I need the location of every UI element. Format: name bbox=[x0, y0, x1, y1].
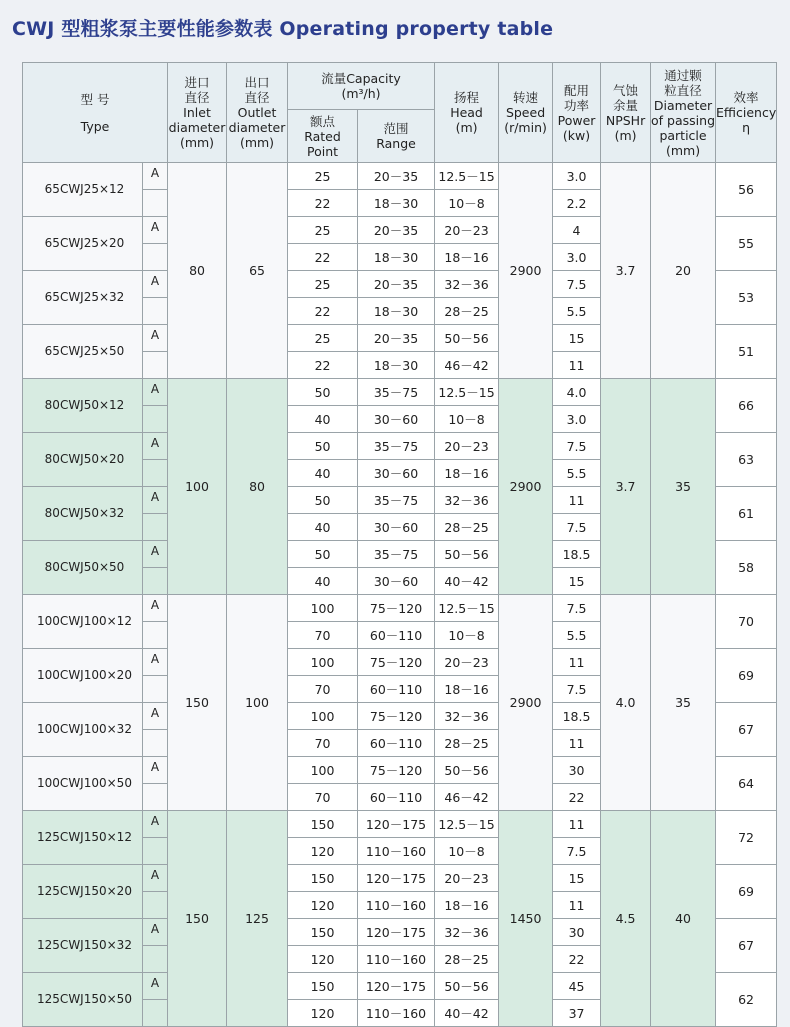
efficiency: 62 bbox=[716, 973, 777, 1027]
power: 11 bbox=[553, 487, 601, 514]
model-name: 100CWJ100×12 bbox=[23, 595, 143, 649]
power: 5.5 bbox=[553, 460, 601, 487]
npsh: 4.5 bbox=[601, 811, 651, 1027]
model-variant: A bbox=[143, 271, 168, 298]
model-name: 65CWJ25×20 bbox=[23, 217, 143, 271]
capacity-range: 75－120 bbox=[358, 703, 435, 730]
power: 11 bbox=[553, 730, 601, 757]
particle-diameter: 35 bbox=[651, 379, 716, 595]
power: 7.5 bbox=[553, 514, 601, 541]
head: 28－25 bbox=[435, 514, 499, 541]
capacity-range: 110－160 bbox=[358, 1000, 435, 1027]
header-type: 型 号 Type bbox=[23, 63, 168, 163]
model-variant-empty bbox=[143, 568, 168, 595]
power: 5.5 bbox=[553, 298, 601, 325]
power: 5.5 bbox=[553, 622, 601, 649]
table-row bbox=[23, 811, 777, 838]
power: 11 bbox=[553, 892, 601, 919]
rated-point: 50 bbox=[288, 433, 358, 460]
capacity-range: 20－35 bbox=[358, 163, 435, 190]
rated-point: 50 bbox=[288, 379, 358, 406]
efficiency: 67 bbox=[716, 919, 777, 973]
speed: 1450 bbox=[499, 811, 553, 1027]
npsh: 4.0 bbox=[601, 595, 651, 811]
capacity-range: 35－75 bbox=[358, 541, 435, 568]
inlet-diameter: 150 bbox=[168, 811, 227, 1027]
header-npsh: 气蚀 余量 NPSHr (m) bbox=[601, 63, 651, 163]
header-range: 范围 Range bbox=[358, 110, 435, 163]
header-capacity: 流量Capacity (m³/h) bbox=[288, 63, 435, 110]
head: 18－16 bbox=[435, 460, 499, 487]
capacity-range: 30－60 bbox=[358, 514, 435, 541]
npsh: 3.7 bbox=[601, 379, 651, 595]
rated-point: 22 bbox=[288, 190, 358, 217]
power: 18.5 bbox=[553, 703, 601, 730]
header-power: 配用 功率 Power (kw) bbox=[553, 63, 601, 163]
capacity-range: 18－30 bbox=[358, 352, 435, 379]
head: 10－8 bbox=[435, 406, 499, 433]
head: 32－36 bbox=[435, 271, 499, 298]
particle-diameter: 40 bbox=[651, 811, 716, 1027]
model-name: 65CWJ25×12 bbox=[23, 163, 143, 217]
rated-point: 120 bbox=[288, 1000, 358, 1027]
inlet-diameter: 150 bbox=[168, 595, 227, 811]
capacity-range: 75－120 bbox=[358, 649, 435, 676]
capacity-range: 60－110 bbox=[358, 676, 435, 703]
model-variant: A bbox=[143, 379, 168, 406]
efficiency: 58 bbox=[716, 541, 777, 595]
power: 15 bbox=[553, 568, 601, 595]
head: 18－16 bbox=[435, 244, 499, 271]
capacity-range: 110－160 bbox=[358, 838, 435, 865]
capacity-range: 75－120 bbox=[358, 595, 435, 622]
model-variant-empty bbox=[143, 298, 168, 325]
rated-point: 40 bbox=[288, 460, 358, 487]
capacity-range: 20－35 bbox=[358, 217, 435, 244]
rated-point: 150 bbox=[288, 919, 358, 946]
efficiency: 64 bbox=[716, 757, 777, 811]
power: 7.5 bbox=[553, 433, 601, 460]
model-variant-empty bbox=[143, 244, 168, 271]
rated-point: 22 bbox=[288, 298, 358, 325]
power: 7.5 bbox=[553, 838, 601, 865]
efficiency: 51 bbox=[716, 325, 777, 379]
head: 50－56 bbox=[435, 757, 499, 784]
model-variant: A bbox=[143, 811, 168, 838]
head: 20－23 bbox=[435, 865, 499, 892]
capacity-range: 30－60 bbox=[358, 406, 435, 433]
efficiency: 53 bbox=[716, 271, 777, 325]
model-variant: A bbox=[143, 919, 168, 946]
model-variant: A bbox=[143, 325, 168, 352]
rated-point: 25 bbox=[288, 163, 358, 190]
model-variant-empty bbox=[143, 460, 168, 487]
model-name: 125CWJ150×32 bbox=[23, 919, 143, 973]
power: 22 bbox=[553, 784, 601, 811]
head: 20－23 bbox=[435, 433, 499, 460]
property-table bbox=[22, 62, 777, 1027]
head: 20－23 bbox=[435, 217, 499, 244]
model-name: 125CWJ150×12 bbox=[23, 811, 143, 865]
model-name: 65CWJ25×50 bbox=[23, 325, 143, 379]
power: 37 bbox=[553, 1000, 601, 1027]
capacity-range: 35－75 bbox=[358, 487, 435, 514]
head: 32－36 bbox=[435, 919, 499, 946]
efficiency: 72 bbox=[716, 811, 777, 865]
power: 11 bbox=[553, 352, 601, 379]
header-particle: 通过颗 粒直径 Diameter of passing particle (mm) bbox=[651, 63, 716, 163]
efficiency: 66 bbox=[716, 379, 777, 433]
model-variant: A bbox=[143, 595, 168, 622]
capacity-range: 120－175 bbox=[358, 811, 435, 838]
efficiency: 63 bbox=[716, 433, 777, 487]
header-speed: 转速 Speed (r/min) bbox=[499, 63, 553, 163]
rated-point: 120 bbox=[288, 946, 358, 973]
model-variant-empty bbox=[143, 730, 168, 757]
power: 7.5 bbox=[553, 595, 601, 622]
model-name: 65CWJ25×32 bbox=[23, 271, 143, 325]
head: 32－36 bbox=[435, 487, 499, 514]
rated-point: 22 bbox=[288, 352, 358, 379]
power: 4.0 bbox=[553, 379, 601, 406]
particle-diameter: 20 bbox=[651, 163, 716, 379]
head: 46－42 bbox=[435, 352, 499, 379]
inlet-diameter: 80 bbox=[168, 163, 227, 379]
rated-point: 100 bbox=[288, 703, 358, 730]
head: 18－16 bbox=[435, 892, 499, 919]
head: 28－25 bbox=[435, 946, 499, 973]
header-efficiency: 效率 Efficiency η bbox=[716, 63, 777, 163]
head: 28－25 bbox=[435, 730, 499, 757]
model-variant: A bbox=[143, 649, 168, 676]
power: 30 bbox=[553, 757, 601, 784]
rated-point: 70 bbox=[288, 676, 358, 703]
power: 22 bbox=[553, 946, 601, 973]
particle-diameter: 35 bbox=[651, 595, 716, 811]
rated-point: 50 bbox=[288, 541, 358, 568]
rated-point: 100 bbox=[288, 595, 358, 622]
power: 15 bbox=[553, 865, 601, 892]
rated-point: 25 bbox=[288, 217, 358, 244]
power: 3.0 bbox=[553, 244, 601, 271]
head: 10－8 bbox=[435, 622, 499, 649]
outlet-diameter: 100 bbox=[227, 595, 288, 811]
model-variant-empty bbox=[143, 622, 168, 649]
power: 3.0 bbox=[553, 406, 601, 433]
capacity-range: 20－35 bbox=[358, 271, 435, 298]
inlet-diameter: 100 bbox=[168, 379, 227, 595]
head: 10－8 bbox=[435, 838, 499, 865]
npsh: 3.7 bbox=[601, 163, 651, 379]
rated-point: 150 bbox=[288, 973, 358, 1000]
rated-point: 150 bbox=[288, 865, 358, 892]
model-variant-empty bbox=[143, 838, 168, 865]
rated-point: 22 bbox=[288, 244, 358, 271]
capacity-range: 18－30 bbox=[358, 244, 435, 271]
capacity-range: 60－110 bbox=[358, 730, 435, 757]
outlet-diameter: 125 bbox=[227, 811, 288, 1027]
capacity-range: 18－30 bbox=[358, 298, 435, 325]
power: 15 bbox=[553, 325, 601, 352]
capacity-range: 120－175 bbox=[358, 973, 435, 1000]
power: 4 bbox=[553, 217, 601, 244]
rated-point: 25 bbox=[288, 325, 358, 352]
power: 11 bbox=[553, 649, 601, 676]
model-variant: A bbox=[143, 541, 168, 568]
page-title: CWJ 型粗浆泵主要性能参数表 Operating property table bbox=[12, 18, 554, 40]
outlet-diameter: 80 bbox=[227, 379, 288, 595]
head: 50－56 bbox=[435, 973, 499, 1000]
capacity-range: 120－175 bbox=[358, 919, 435, 946]
model-variant-empty bbox=[143, 1000, 168, 1027]
power: 11 bbox=[553, 811, 601, 838]
capacity-range: 110－160 bbox=[358, 946, 435, 973]
head: 12.5－15 bbox=[435, 379, 499, 406]
head: 20－23 bbox=[435, 649, 499, 676]
model-name: 100CWJ100×32 bbox=[23, 703, 143, 757]
model-variant-empty bbox=[143, 784, 168, 811]
capacity-range: 30－60 bbox=[358, 568, 435, 595]
model-name: 125CWJ150×20 bbox=[23, 865, 143, 919]
power: 45 bbox=[553, 973, 601, 1000]
header-outlet: 出口 直径 Outlet diameter (mm) bbox=[227, 63, 288, 163]
model-variant: A bbox=[143, 865, 168, 892]
capacity-range: 60－110 bbox=[358, 784, 435, 811]
model-variant-empty bbox=[143, 946, 168, 973]
table-row bbox=[23, 163, 777, 190]
head: 32－36 bbox=[435, 703, 499, 730]
head: 40－42 bbox=[435, 1000, 499, 1027]
model-variant-empty bbox=[143, 514, 168, 541]
speed: 2900 bbox=[499, 163, 553, 379]
head: 12.5－15 bbox=[435, 163, 499, 190]
capacity-range: 120－175 bbox=[358, 865, 435, 892]
head: 50－56 bbox=[435, 541, 499, 568]
efficiency: 55 bbox=[716, 217, 777, 271]
model-variant: A bbox=[143, 973, 168, 1000]
model-variant: A bbox=[143, 757, 168, 784]
header-head: 扬程 Head (m) bbox=[435, 63, 499, 163]
rated-point: 150 bbox=[288, 811, 358, 838]
model-name: 100CWJ100×50 bbox=[23, 757, 143, 811]
power: 18.5 bbox=[553, 541, 601, 568]
property-table-wrapper bbox=[22, 62, 776, 1027]
capacity-range: 75－120 bbox=[358, 757, 435, 784]
head: 12.5－15 bbox=[435, 595, 499, 622]
model-variant-empty bbox=[143, 892, 168, 919]
power: 7.5 bbox=[553, 271, 601, 298]
rated-point: 120 bbox=[288, 892, 358, 919]
model-name: 80CWJ50×12 bbox=[23, 379, 143, 433]
outlet-diameter: 65 bbox=[227, 163, 288, 379]
rated-point: 40 bbox=[288, 568, 358, 595]
model-name: 80CWJ50×50 bbox=[23, 541, 143, 595]
model-variant: A bbox=[143, 163, 168, 190]
capacity-range: 30－60 bbox=[358, 460, 435, 487]
efficiency: 61 bbox=[716, 487, 777, 541]
head: 12.5－15 bbox=[435, 811, 499, 838]
rated-point: 70 bbox=[288, 730, 358, 757]
head: 18－16 bbox=[435, 676, 499, 703]
head: 28－25 bbox=[435, 298, 499, 325]
speed: 2900 bbox=[499, 379, 553, 595]
capacity-range: 110－160 bbox=[358, 892, 435, 919]
rated-point: 50 bbox=[288, 487, 358, 514]
model-variant: A bbox=[143, 487, 168, 514]
power: 3.0 bbox=[553, 163, 601, 190]
head: 50－56 bbox=[435, 325, 499, 352]
rated-point: 100 bbox=[288, 757, 358, 784]
power: 30 bbox=[553, 919, 601, 946]
table-body bbox=[23, 163, 777, 1027]
power: 2.2 bbox=[553, 190, 601, 217]
head: 46－42 bbox=[435, 784, 499, 811]
model-name: 80CWJ50×20 bbox=[23, 433, 143, 487]
rated-point: 40 bbox=[288, 514, 358, 541]
power: 7.5 bbox=[553, 676, 601, 703]
efficiency: 69 bbox=[716, 649, 777, 703]
rated-point: 40 bbox=[288, 406, 358, 433]
header-inlet: 进口 直径 Inlet diameter (mm) bbox=[168, 63, 227, 163]
rated-point: 25 bbox=[288, 271, 358, 298]
model-variant: A bbox=[143, 433, 168, 460]
model-name: 80CWJ50×32 bbox=[23, 487, 143, 541]
model-name: 100CWJ100×20 bbox=[23, 649, 143, 703]
model-variant-empty bbox=[143, 406, 168, 433]
rated-point: 70 bbox=[288, 784, 358, 811]
model-variant: A bbox=[143, 217, 168, 244]
efficiency: 67 bbox=[716, 703, 777, 757]
capacity-range: 18－30 bbox=[358, 190, 435, 217]
model-name: 125CWJ150×50 bbox=[23, 973, 143, 1027]
model-variant: A bbox=[143, 703, 168, 730]
rated-point: 120 bbox=[288, 838, 358, 865]
speed: 2900 bbox=[499, 595, 553, 811]
efficiency: 56 bbox=[716, 163, 777, 217]
head: 10－8 bbox=[435, 190, 499, 217]
efficiency: 69 bbox=[716, 865, 777, 919]
table-row bbox=[23, 595, 777, 622]
head: 40－42 bbox=[435, 568, 499, 595]
efficiency: 70 bbox=[716, 595, 777, 649]
model-variant-empty bbox=[143, 676, 168, 703]
model-variant-empty bbox=[143, 190, 168, 217]
capacity-range: 20－35 bbox=[358, 325, 435, 352]
capacity-range: 60－110 bbox=[358, 622, 435, 649]
capacity-range: 35－75 bbox=[358, 433, 435, 460]
rated-point: 100 bbox=[288, 649, 358, 676]
model-variant-empty bbox=[143, 352, 168, 379]
rated-point: 70 bbox=[288, 622, 358, 649]
table-row bbox=[23, 379, 777, 406]
capacity-range: 35－75 bbox=[358, 379, 435, 406]
header-rated-point: 额点 Rated Point bbox=[288, 110, 358, 163]
